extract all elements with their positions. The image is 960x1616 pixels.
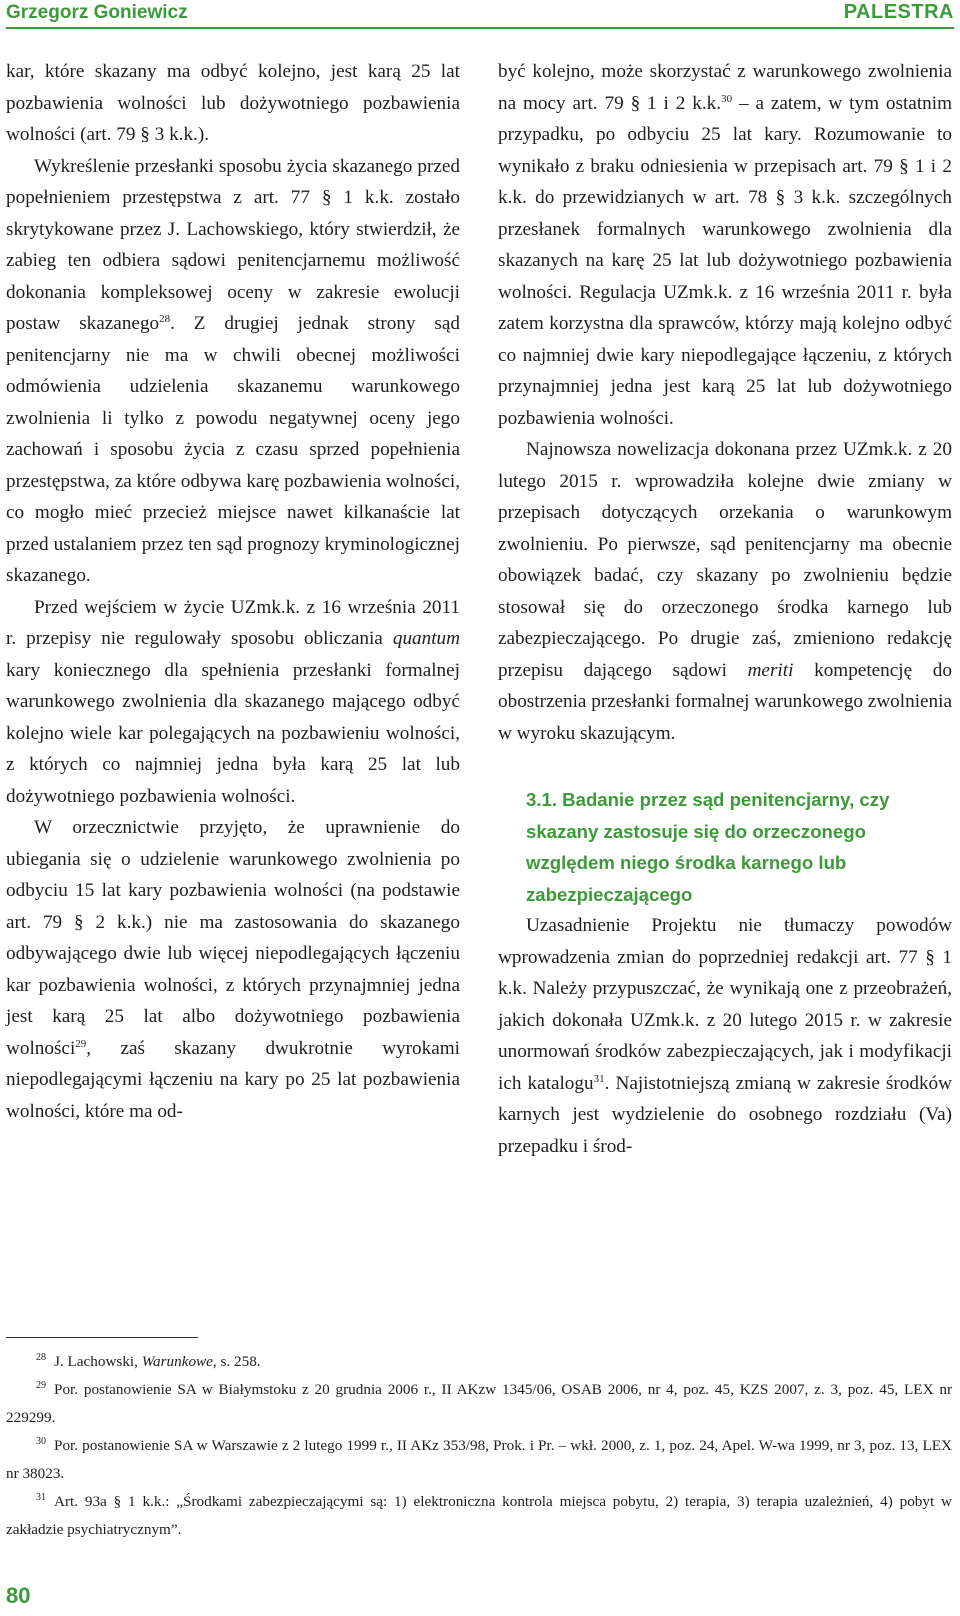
footnote-number: 29 — [36, 1380, 46, 1391]
paragraph: kar, które skazany ma odbyć kolejno, jest karą 25 lat pozbawienia wolności lub dożywotniego pozbawienia wolności (art. 79 § 3 k.k.). — [6, 61, 460, 145]
footnote-ref[interactable]: 29 — [75, 1037, 87, 1050]
section-heading: 3.1. Badanie przez sąd penitencjarny, czy skazany zastosuje się do orzeczonego względem niego środka karnego lub zabezpieczającego — [526, 789, 890, 905]
paragraph: być kolejno, może skorzystać z warunkowego zwolnienia na mocy art. 79 § 1 i 2 k.k.$^{30}$ – a zatem, w tym ostatnim przypadku, po odbyciu 25 lat kary. Rozumowanie to wynikało z braku odniesienia w przepisach art. 79 § 1 i 2 k.k. do przewidzianych w art. 78 § 3 k.k. szczególnych przesłanek formalnych warunkowego zwolnienia dla skazanych na karę 25 lat lub dożywotniego pozbawienia wolności. Regulacja UZmk.k. z 16 września 2011 r. była zatem korzystna dla sprawców, którzy mają kolejno odbyć co najmniej dwie kary niepodlegające łączeniu, z których przynajmniej jedna jest karą 25 lat lub dożywotniego pozbawienia wolności. — [498, 61, 952, 429]
page-number: 80 — [6, 1583, 31, 1608]
italic-term: quantum — [392, 628, 460, 649]
footnote: $^{29}$ Por. postanowienie SA w Białymstoku z 20 grudnia 2006 r., II AKzw 1345/06, OSAB 2006, nr 4, poz. 45, KZS 2007, z. 3, poz. 45, LEX nr 229299. — [6, 1380, 952, 1426]
italic-term: meriti — [747, 659, 794, 681]
footnote-ref[interactable]: 28 — [159, 313, 171, 325]
footnote-number: 31 — [36, 1492, 46, 1503]
paragraph: Wykreślenie przesłanki sposobu życia skazanego przed popełnieniem przestępstwa z art. 77 § 1 k.k. zostało skrytykowane przez J. Lachowskiego, który stwierdził, że zabieg ten odbiera sądowi penitencjarnemu możliwość dokonania kompleksowej oceny w zakresie ewolucji postaw skazanego$^{28}$. Z drugiej jednak strony sąd penitencjarny nie ma w chwili obecnej możliwości odmówienia udzielenia skazanemu warunkowego zwolnienia li tylko z powodu negatywnej oceny jego zachowań i sposobu życia z czasu sprzed popełnienia przestępstwa, za które odbywa karę pozbawienia wolności, co mogło mieć przecież miejsce nawet kilkanaście lat przed ustalaniem przez ten sąd prognozy kryminologicznej skazanego. — [6, 155, 460, 586]
footnote: $^{28}$ J. Lachowski, Warunkowe, s. 258. — [36, 1352, 261, 1370]
paragraph: Przed wejściem w życie UZmk.k. z 16 września 2011 r. przepisy nie regulowały sposobu obliczania quantum kary koniecznego dla spełnienia przesłanki formalnej warunkowego zwolnienia dla skazanego mającego odbyć kolejno wiele kar polegających na pozbawieniu wolności, z których co najmniej jedna była karą 25 lat lub dożywotniego pozbawienia wolności. — [6, 596, 460, 807]
header-rule — [6, 27, 954, 29]
right-column — [498, 56, 952, 1162]
running-header-journal: PALESTRA — [843, 1, 954, 23]
running-header-author: Grzegorz Goniewicz — [6, 2, 188, 23]
footnote: $^{31}$ Art. 93a § 1 k.k.: „Środkami zabezpieczającymi są: 1) elektroniczna kontrola miejsca pobytu, 2) terapia, 3) terapia uzależnień, 4) pobyt w zakładzie psychiatrycznym”. — [6, 1492, 952, 1538]
footnote-number: 28 — [36, 1352, 46, 1363]
paragraph: W orzecznictwie przyjęto, że uprawnienie do ubiegania się o udzielenie warunkowego zwolnienia po odbyciu 15 lat kary pozbawienia wolności (na podstawie art. 79 § 2 k.k.) nie ma zastosowania do skazanego odbywającego dwie lub więcej niepodlegających łączeniu kar pozbawienia wolności, z których przynajmniej jedna jest karą 25 lat albo dożywotniego pozbawienia wolności$^{29}$, zaś skazany dwukrotnie wyrokami niepodlegającymi łączeniu na kary po 25 lat pozbawienia wolności, które ma od- — [6, 817, 460, 1122]
left-column — [6, 56, 460, 1127]
footnote-ref[interactable]: 30 — [721, 92, 733, 105]
footnotes — [6, 1348, 952, 1544]
paragraph: Uzasadnienie Projektu nie tłumaczy powodów wprowadzenia zmian do poprzedniej redakcji art. 77 § 1 k.k. Należy przypuszczać, że wynikają one z przeobrażeń, jakich dokonała UZmk.k. z 20 lutego 2015 r. w zakresie unormowań środków zabezpieczających, jak i modyfikacji ich katalogu$^{31}$. Najistotniejszą zmianą w zakresie środków karnych jest wydzielenie do osobnego rozdziału (Va) przepadku i środ- — [498, 915, 952, 1157]
paragraph: Najnowsza nowelizacja dokonana przez UZmk.k. z 20 lutego 2015 r. wprowadziła kolejne dwie zmiany w przepisach dotyczących orzekania o warunkowym zwolnieniu. Po pierwsze, sąd penitencjarny ma obecnie obowiązek badać, czy skazany po zwolnieniu będzie stosował się do orzeczonego środka karnego lub zabezpieczającego. Po drugie zaś, zmieniono redakcję przepisu dającego sądowi meriti kompetencję do obostrzenia przesłanki formalnej warunkowego zwolnienia w wyroku skazującym. — [498, 439, 952, 744]
footnote: $^{30}$ Por. postanowienie SA w Warszawie z 2 lutego 1999 r., II AKz 353/98, Prok. i Pr. – wkł. 2000, z. 1, poz. 24, Apel. W-wa 1999, nr 3, poz. 13, LEX nr 38023. — [6, 1436, 952, 1482]
footnote-number: 30 — [36, 1436, 46, 1447]
footnote-ref[interactable]: 31 — [593, 1072, 605, 1085]
footnote-rule — [6, 1337, 198, 1338]
